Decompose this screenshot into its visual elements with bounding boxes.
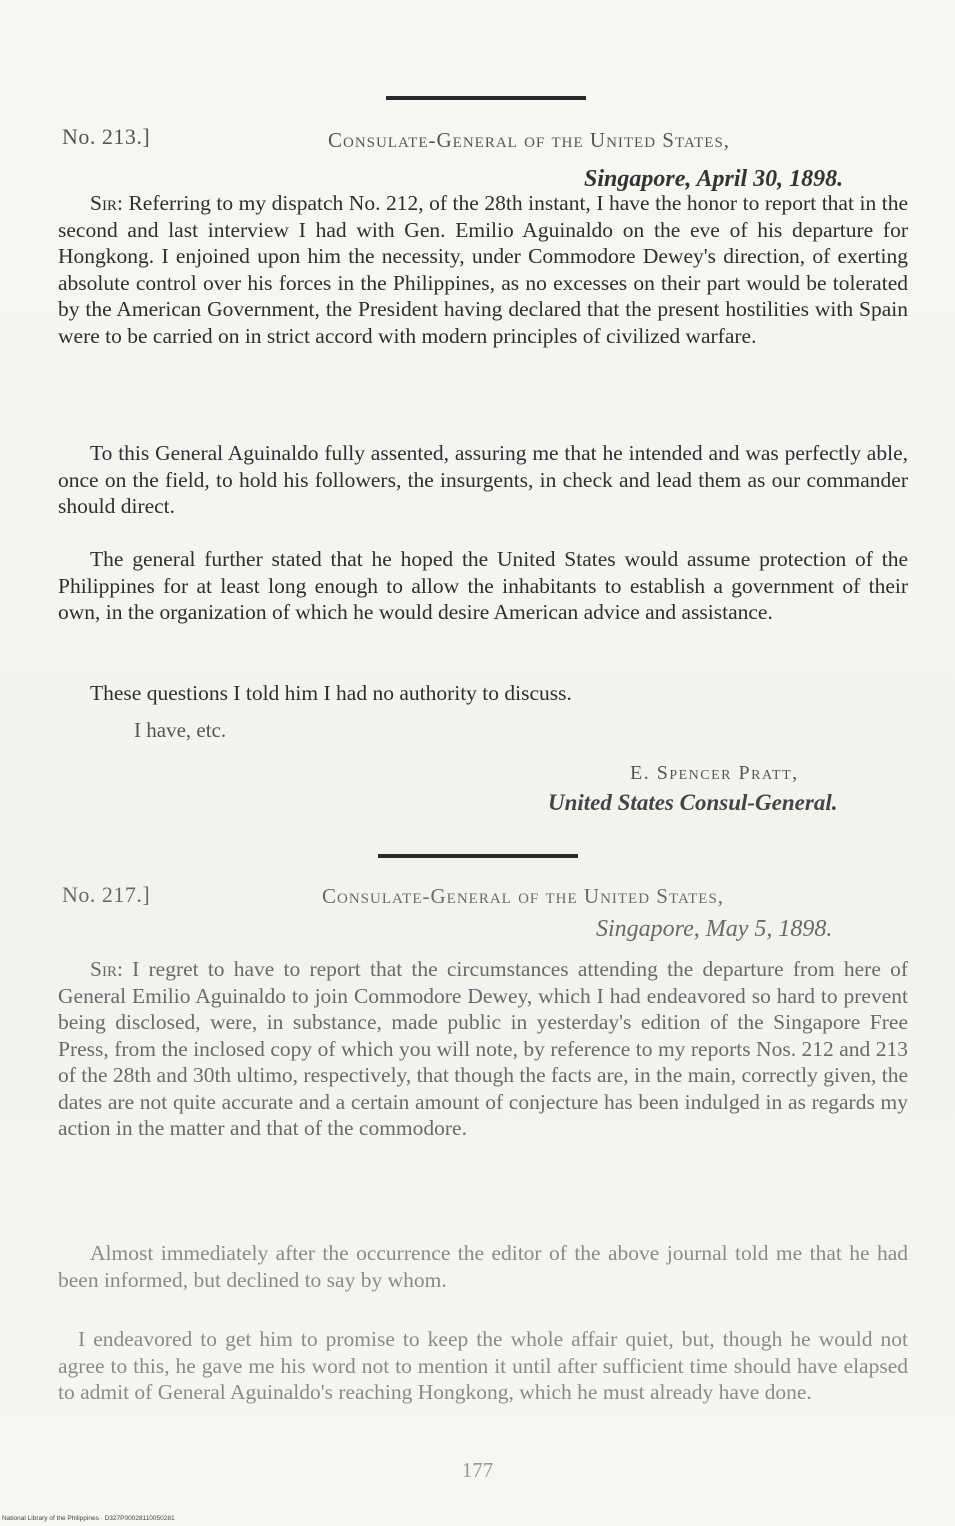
salutation: Sir: <box>90 191 123 215</box>
salutation: Sir: <box>90 957 123 981</box>
letter-paragraph: I endeavored to get him to promise to keep the whole affair quiet, but, though he would not agree to this, he gave me his word not to mention it until after sufficient time should have elapsed to admit of General Aguinaldo's reaching Hongkong, which he must already have done. <box>58 1327 908 1404</box>
letter-heading: Consulate-General of the United States, <box>328 128 731 152</box>
letter-paragraph: The general further stated that he hoped the United States would assume protection of the Philippines for at least long enough to allow the inhabitants to establish a government of their own, in the organization of which he would desire American advice and assistance. <box>58 547 908 624</box>
closing: I have, etc. <box>134 718 227 742</box>
page-number: 177 <box>461 1458 494 1482</box>
letter-number: No. 213.] <box>62 124 151 149</box>
letter-heading: Consulate-General of the United States, <box>322 884 725 908</box>
paragraph-text: I regret to have to report that the circumstances attending the departure from here of General Emilio Aguinaldo to join Commodore Dewey, which I had endeavored so hard to prevent being disclosed, were, in substance, made public in yesterday's edition of the Singapore Free Press, from the inclosed copy of which you will note, by reference to my reports Nos. 212 and 213 of the 28th and 30th ultimo, respectively, that though the facts are, in the main, correctly given, the dates are not quite accurate and a certain amount of conjecture has been indulged in as regards my action in the matter and that of the commodore. <box>58 957 908 1140</box>
signature-name: E. Spencer Pratt, <box>630 762 799 784</box>
separator-rule <box>378 854 578 858</box>
letter-dateline: Singapore, April 30, 1898. <box>584 166 844 192</box>
signature-title: United States Consul-General. <box>548 790 838 815</box>
letter-number: No. 217.] <box>62 882 151 907</box>
letter-paragraph: To this General Aguinaldo fully assented, assuring me that he intended and was perfectly able, once on the field, to hold his followers, the insurgents, in check and lead them as our commander should direct. <box>58 441 908 518</box>
letter-dateline: Singapore, May 5, 1898. <box>596 916 833 942</box>
separator-rule <box>386 96 586 100</box>
letter-paragraph <box>58 956 908 1142</box>
letter-paragraph: These questions I told him I had no authority to discuss. <box>90 681 572 705</box>
archive-footer: National Library of the Philippines · D327P00028110050281 <box>2 1515 175 1522</box>
paragraph-text: Referring to my dispatch No. 212, of the 28th instant, I have the honor to report that in the second and last interview I had with Gen. Emilio Aguinaldo on the eve of his departure for Hongkong. I enjoined upon him the necessity, under Commodore Dewey's direction, of exerting absolute control over his forces in the Philippines, as no excesses on their part would be tolerated by the American Government, the President having declared that the present hostilities with Spain were to be carried on in strict accord with modern principles of civilized warfare. <box>58 191 908 348</box>
letter-paragraph <box>58 190 908 349</box>
letter-paragraph: Almost immediately after the occurrence the editor of the above journal told me that he had been informed, but declined to say by whom. <box>58 1241 908 1292</box>
